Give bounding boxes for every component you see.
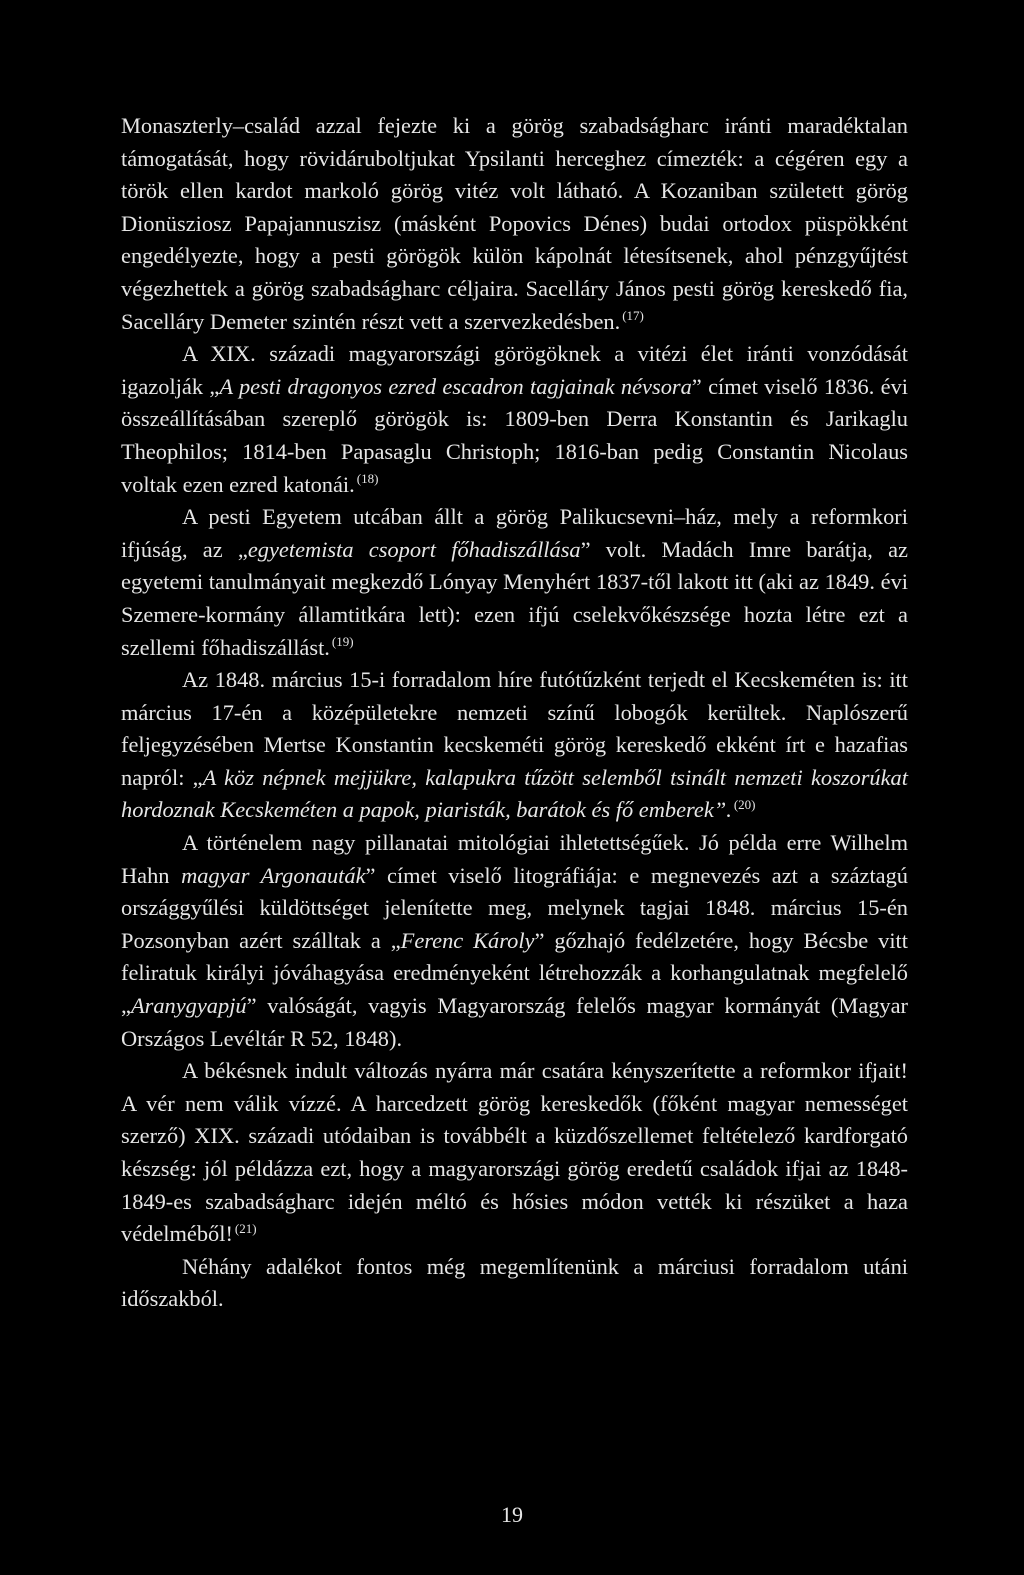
paragraph-text: Monaszterly–család azzal fejezte ki a görög szabadságharc iránti maradéktalan támogatását, hogy rövidáruboltjukat Ypsilanti herceghez címezték: a cégéren egy a török ellen kardot markoló görög vitéz volt látható. A Kozaniban született görög Dionüsziosz Papajannuszisz (másként Popovics Dénes) budai ortodox püspökként engedélyezte, hogy a pesti görögök külön kápolnát létesítsenek, ahol pénzgyűjtést végezhettek a görög szabadságharc céljaira. Sacelláry János pesti görög kereskedő fia, Sacelláry Demeter szintén részt vett a szervezkedésben. (121, 113, 908, 334)
italic-title: Ferenc Károly (400, 927, 535, 953)
paragraph-text: A békésnek indult változás nyárra már csatára kényszerítette a reformkor ifjait! A vér nem válik vízzé. A harcedzett görög kereskedők (főként magyar nemességet szerző) XIX. századi utódaiban is továbbélt a küzdőszellemet feltételező kardforgató készség: jól példázza ezt, hogy a magyarországi görög eredetű családok ifjai az 1848-1849-es szabadságharc idején méltó és hősies módon vették ki részüket a haza védelméből! (121, 1058, 908, 1247)
page-number: 19 (501, 1502, 523, 1527)
paragraph (121, 1251, 908, 1316)
italic-title: magyar Argonauták (181, 862, 366, 888)
paragraph (121, 827, 908, 1055)
paragraph-text: Az 1848. március 15-i forradalom híre futótűzként terjedt el Kecskeméten is: itt március 17-én a középületekre nemzeti színű lobogók kerültek. Naplószerű feljegyzésében Mertse Konstantin kecskeméti görög kereskedő ekként írt e hazafias napról: „ (121, 667, 908, 790)
paragraph (121, 1055, 908, 1251)
paragraph (121, 110, 908, 338)
italic-title: A pesti dragonyos ezred escadron tagjainak névsora (219, 373, 692, 399)
paragraph-text: ” valóságát, vagyis Magyarország felelős magyar kormányát (Magyar Országos Levéltár R 52, 1848). (121, 993, 908, 1051)
footnote-reference: (19) (331, 634, 354, 650)
italic-title: Aranygyapjú (130, 993, 247, 1019)
paragraph (121, 664, 908, 827)
page-body (121, 110, 908, 1316)
paragraph-text: A pesti Egyetem utcában állt a görög Palikucsevni–ház, mely a reformkori ifjúság, az „ (121, 504, 908, 562)
paragraph-text: A történelem nagy pillanatai mitológiai ihletettségűek. Jó példa erre Wilhelm Hahn (121, 830, 908, 888)
footnote-reference: (20) (733, 797, 756, 813)
paragraph-text: Néhány adalékot fontos még megemlítenünk a márciusi forradalom utáni időszakból. (121, 1253, 908, 1312)
italic-title: A köz népnek mejjükre, kalapukra tűzött selemből tsinált nemzeti koszorúkat hordoznak Kecskeméten a papok, piaristák, barátok és fő emberek”. (121, 764, 908, 823)
footnote-reference: (17) (622, 308, 644, 324)
paragraph-text: ” gőzhajó fedélzetére, hogy Bécsbe vitt feliratuk királyi jóváhagyása eredményeként létrehozzák a korhangulatnak megfelelő „ (121, 927, 908, 1019)
paragraph-text: ” volt. Madách Imre barátja, az egyetemi tanulmányait megkezdő Lónyay Menyhért 1837-től lakott itt (aki az 1849. évi Szemere-kormány államtitkára lett): ezen ifjú cselekvőkészsége hozta létre ezt a szellemi főhadiszállást. (121, 536, 908, 660)
italic-title: egyetemista csoport főhadiszállása (247, 536, 581, 562)
paragraph-text: ” címet viselő litográfiája: e megnevezés azt a száztagú országgyűlési küldöttséget jelenítette meg, melynek tagjai 1848. március 15-én Pozsonyban azért szálltak a „ (121, 862, 908, 953)
paragraph-text: ” címet viselő 1836. évi összeállításában szereplő görögök is: 1809-ben Derra Konstantin és Jarikaglu Theophilos; 1814-ben Papasaglu Christoph; 1816-ban pedig Constantin Nicolaus voltak ezen ezred katonái. (121, 373, 908, 497)
paragraph-text: A XIX. századi magyarországi görögöknek a vitézi élet iránti vonzódását igazolják „ (121, 341, 908, 399)
paragraph (121, 338, 908, 501)
paragraph (121, 501, 908, 664)
footnote-reference: (18) (356, 471, 379, 487)
footnote-reference: (21) (234, 1220, 257, 1236)
